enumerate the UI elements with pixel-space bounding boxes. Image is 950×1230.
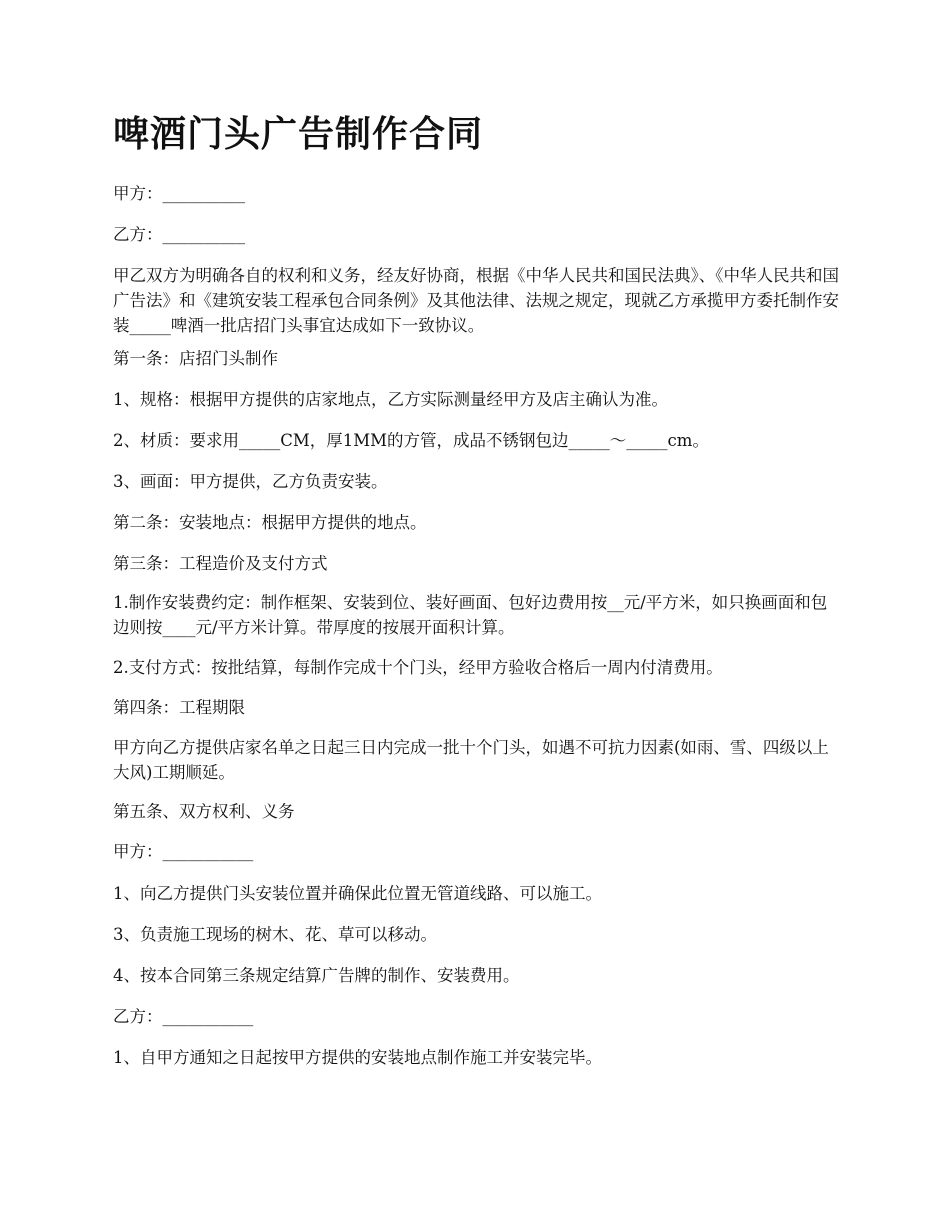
- article-2-heading: 第二条：安装地点：根据甲方提供的地点。: [113, 513, 427, 532]
- party-a-duty-1: 1、向乙方提供门头安装位置并确保此位置无管道线路、可以施工。: [113, 884, 602, 903]
- article-5-party-a-line: 甲方：___________: [113, 842, 254, 861]
- article-1-heading: 第一条：店招门头制作: [113, 349, 278, 368]
- party-a-line: 甲方：__________: [113, 184, 245, 203]
- article-3-item-2: 2.支付方式：按批结算，每制作完成十个门头，经甲方验收合格后一周内付清费用。: [113, 658, 723, 677]
- article-4-paragraph: 甲方向乙方提供店家名单之日起三日内完成一批十个门头，如遇不可抗力因素(如雨、雪、四级以上大风)工期顺延。: [113, 738, 829, 782]
- article-1-item-3: 3、画面：甲方提供，乙方负责安装。: [113, 472, 388, 491]
- article-1-item-1: 1、规格：根据甲方提供的店家地点，乙方实际测量经甲方及店主确认为准。: [113, 390, 668, 409]
- article-5-heading: 第五条、双方权利、义务: [113, 802, 295, 821]
- party-b-duty-1: 1、自甲方通知之日起按甲方提供的安装地点制作施工并安装完毕。: [113, 1048, 602, 1067]
- article-4-heading: 第四条：工程期限: [113, 698, 245, 717]
- party-a-duty-3: 3、负责施工现场的树木、花、草可以移动。: [113, 925, 437, 944]
- article-3-heading: 第三条：工程造价及支付方式: [113, 554, 328, 573]
- party-b-line: 乙方：__________: [113, 225, 245, 244]
- article-3-item-1: 1.制作安装费约定：制作框架、安装到位、装好画面、包好边费用按__元/平方米，如只换画面和包边则按____元/平方米计算。带厚度的按展开面积计算。: [113, 593, 828, 637]
- document-page: [113, 0, 843, 1230]
- party-a-duty-4: 4、按本合同第三条规定结算广告牌的制作、安装费用。: [113, 966, 520, 985]
- article-1-item-2: 2、材质：要求用_____CM，厚1MM的方管，成品不锈钢包边_____～_____cm。: [113, 431, 709, 450]
- preamble-paragraph: 甲乙双方为明确各自的权利和义务，经友好协商，根据《中华人民共和国民法典》、《中华人民共和国广告法》和《建筑安装工程承包合同条例》及其他法律、法规之规定，现就乙方承揽甲方委托制作安装_____啤酒一批店招门头事宜达成如下一致协议。: [113, 266, 839, 335]
- article-5-party-b-line: 乙方：___________: [113, 1007, 254, 1026]
- document-title: 啤酒门头广告制作合同: [113, 114, 484, 155]
